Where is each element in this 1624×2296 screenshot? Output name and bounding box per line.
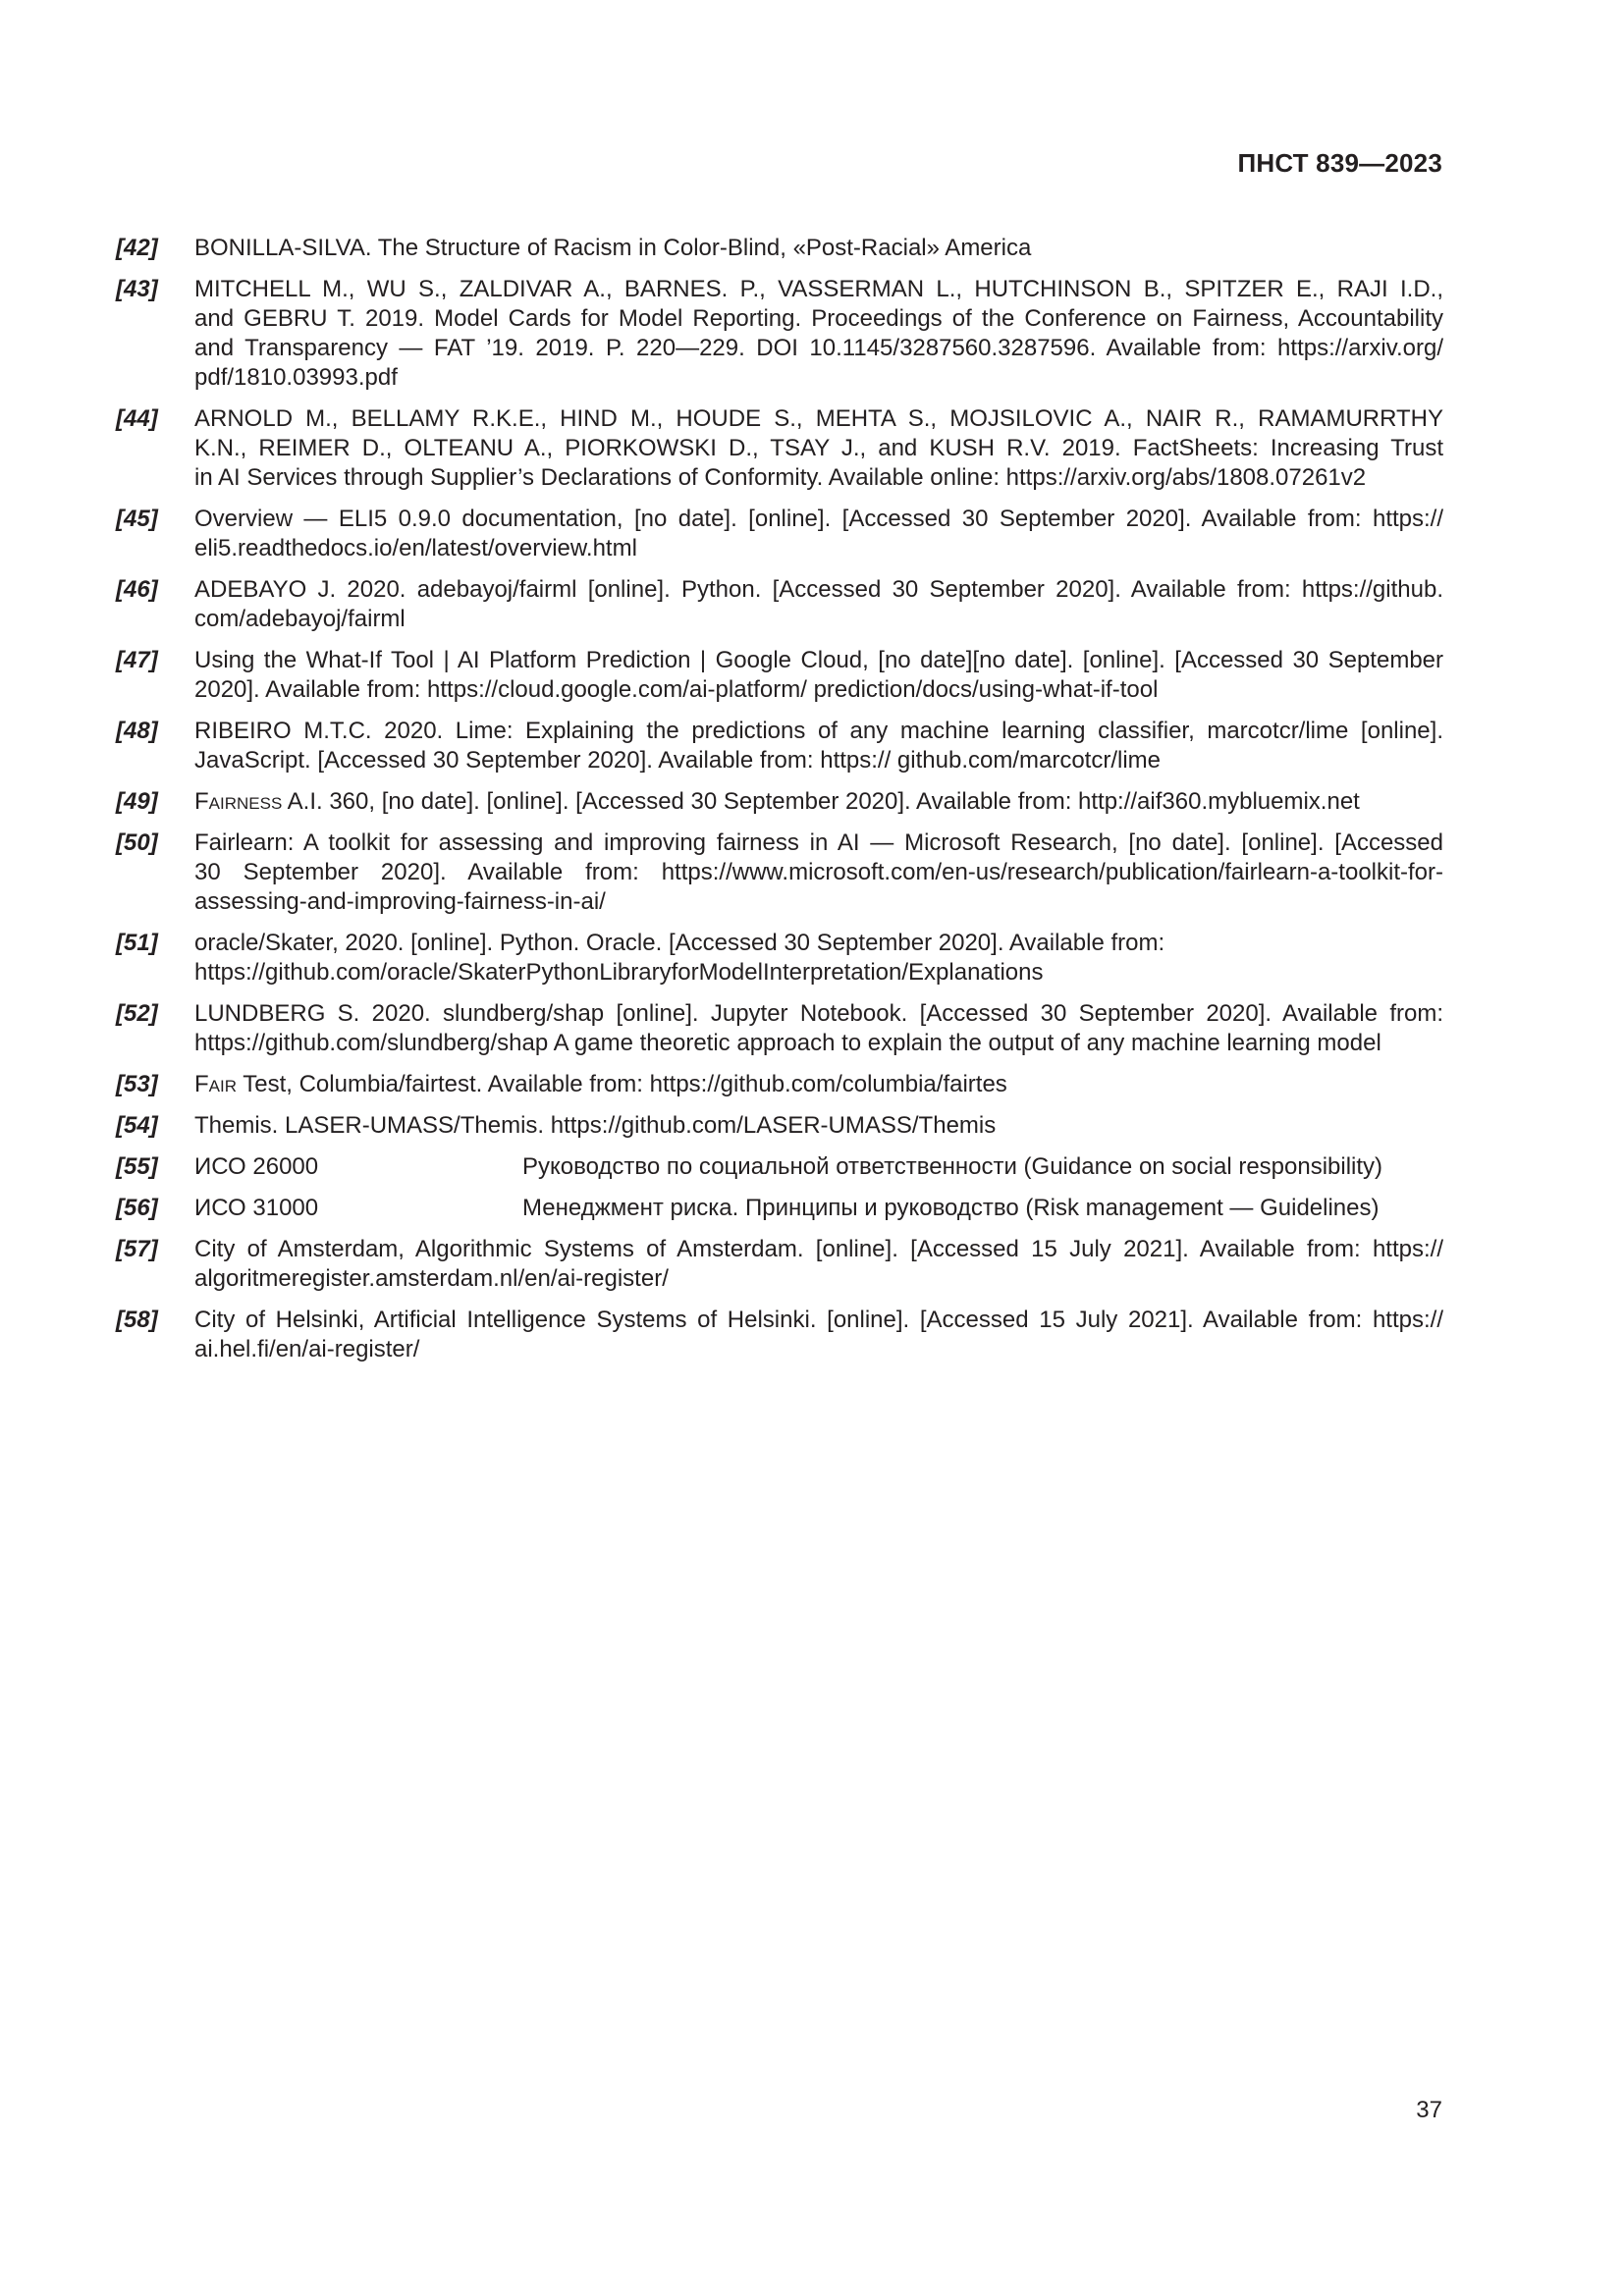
reference-number: [48] <box>116 718 158 744</box>
reference-item <box>116 1070 1443 1099</box>
reference-number: [56] <box>116 1195 158 1221</box>
reference-number: [52] <box>116 1000 158 1027</box>
reference-line: K.N., REIMER D., OLTEANU A., PIORKOWSKI D., TSAY J., and KUSH R.V. 2019. FactSheets: Increasing Trust <box>194 435 1443 461</box>
reference-line: City of Helsinki, Artificial Intelligence Systems of Helsinki. [online]. [Accessed 15 July 2021]. Available from: https:// <box>194 1307 1443 1333</box>
page-number: 37 <box>1416 2097 1442 2123</box>
reference-line: https://github.com/slundberg/shap A game theoretic approach to explain the output of any machine learning model <box>194 1030 1381 1056</box>
reference-line: eli5.readthedocs.io/en/latest/overview.html <box>194 535 637 561</box>
small-caps-word: Fair <box>194 1071 237 1097</box>
reference-number: [57] <box>116 1236 158 1262</box>
reference-line: ai.hel.fi/en/ai-register/ <box>194 1336 420 1362</box>
reference-number: [47] <box>116 647 158 673</box>
reference-item <box>116 717 1443 775</box>
reference-line: LUNDBERG S. 2020. slundberg/shap [online]. Jupyter Notebook. [Accessed 30 September 2020]. Available from: <box>194 1000 1443 1027</box>
reference-line-rest: A.I. 360, [no date]. [online]. [Accessed 30 September 2020]. Available from: http://aif360.mybluemix.net <box>282 788 1360 815</box>
reference-line: ADEBAYO J. 2020. adebayoj/fairml [online]. Python. [Accessed 30 September 2020]. Available from: https://github. <box>194 576 1443 603</box>
reference-line: Fairlearn: A toolkit for assessing and improving fairness in AI — Microsoft Research, [no date]. [online]. [Accessed <box>194 829 1443 856</box>
reference-number: [42] <box>116 235 158 261</box>
standard-title: Менеджмент риска. Принципы и руководство (Risk management — Guidelines) <box>522 1195 1380 1221</box>
reference-item <box>116 1306 1443 1364</box>
reference-line <box>194 787 1443 817</box>
reference-item <box>116 1111 1443 1141</box>
reference-number: [46] <box>116 576 158 603</box>
reference-text <box>194 505 1443 563</box>
reference-line-rest: Test, Columbia/fairtest. Available from: https://github.com/columbia/fairtes <box>237 1071 1007 1097</box>
reference-number: [44] <box>116 405 158 432</box>
standard-code: ИСО 31000 <box>194 1195 319 1221</box>
reference-line: and GEBRU T. 2019. Model Cards for Model Reporting. Proceedings of the Conference on Fairness, Accountability <box>194 305 1443 332</box>
reference-line: MITCHELL M., WU S., ZALDIVAR A., BARNES. P., VASSERMAN L., HUTCHINSON B., SPITZER E., RAJI I.D., <box>194 276 1443 302</box>
reference-text <box>194 1235 1443 1294</box>
reference-number: [43] <box>116 276 158 302</box>
reference-text <box>194 717 1443 775</box>
reference-item <box>116 404 1443 493</box>
reference-item <box>116 1235 1443 1294</box>
reference-number: [53] <box>116 1071 158 1097</box>
reference-line: https://github.com/oracle/SkaterPythonLibraryforModelInterpretation/Explanations <box>194 959 1044 986</box>
reference-line: and Transparency — FAT ’19. 2019. P. 220—229. DOI 10.1145/3287560.3287596. Available from: https://arxiv.org/ <box>194 335 1443 361</box>
reference-line <box>194 1070 1443 1099</box>
reference-item <box>116 275 1443 393</box>
reference-text <box>194 929 1443 988</box>
reference-line: pdf/1810.03993.pdf <box>194 364 398 391</box>
reference-number: [54] <box>116 1112 158 1139</box>
reference-line: BONILLA-SILVA. The Structure of Racism in Color-Blind, «Post-Racial» America <box>194 235 1032 261</box>
reference-item <box>116 575 1443 634</box>
reference-text <box>194 1070 1443 1099</box>
reference-line: algoritmeregister.amsterdam.nl/en/ai-register/ <box>194 1265 669 1292</box>
reference-line: City of Amsterdam, Algorithmic Systems of Amsterdam. [online]. [Accessed 15 July 2021]. Available from: https:// <box>194 1236 1443 1262</box>
reference-line: ARNOLD M., BELLAMY R.K.E., HIND M., HOUDE S., MEHTA S., MOJSILOVIC A., NAIR R., RAMAMURRTHY <box>194 405 1443 432</box>
reference-line: Themis. LASER-UMASS/Themis. https://github.com/LASER-UMASS/Themis <box>194 1112 997 1139</box>
reference-item <box>116 1152 1443 1182</box>
reference-item <box>116 929 1443 988</box>
reference-text <box>194 646 1443 705</box>
reference-text <box>194 275 1443 393</box>
reference-line: com/adebayoj/fairml <box>194 606 406 632</box>
reference-line: Overview — ELI5 0.9.0 documentation, [no date]. [online]. [Accessed 30 September 2020]. Available from: https:// <box>194 506 1443 532</box>
reference-item <box>116 234 1443 263</box>
reference-number: [55] <box>116 1153 158 1180</box>
reference-text <box>194 828 1443 917</box>
reference-number: [58] <box>116 1307 158 1333</box>
reference-line: assessing-and-improving-fairness-in-ai/ <box>194 888 606 915</box>
standard-code: ИСО 26000 <box>194 1153 319 1180</box>
reference-line: JavaScript. [Accessed 30 September 2020]. Available from: https:// github.com/marcotcr/lime <box>194 747 1162 774</box>
reference-line: 2020]. Available from: https://cloud.google.com/ai-platform/ prediction/docs/using-what-if-tool <box>194 676 1159 703</box>
reference-line: oracle/Skater, 2020. [online]. Python. Oracle. [Accessed 30 September 2020]. Available from: <box>194 930 1165 956</box>
reference-item <box>116 999 1443 1058</box>
document-id-header: ПНСТ 839—2023 <box>1237 148 1442 178</box>
reference-text <box>194 234 1443 263</box>
reference-text <box>194 787 1443 817</box>
reference-line: 30 September 2020]. Available from: https://www.microsoft.com/en-us/research/publication/fairlearn-a-toolkit-for- <box>194 859 1443 885</box>
reference-text <box>194 1111 1443 1141</box>
reference-number: [45] <box>116 506 158 532</box>
reference-item <box>116 646 1443 705</box>
reference-line: RIBEIRO M.T.C. 2020. Lime: Explaining the predictions of any machine learning classifier, marcotcr/lime [online]. <box>194 718 1443 744</box>
reference-line <box>194 1152 1443 1182</box>
reference-number: [50] <box>116 829 158 856</box>
reference-line: Using the What-If Tool | AI Platform Prediction | Google Cloud, [no date][no date]. [online]. [Accessed 30 September <box>194 647 1443 673</box>
reference-item <box>116 828 1443 917</box>
reference-item <box>116 505 1443 563</box>
bibliography-list <box>116 234 1443 1376</box>
reference-text <box>194 1194 1443 1223</box>
reference-item <box>116 787 1443 817</box>
reference-text <box>194 404 1443 493</box>
reference-line: in AI Services through Supplier’s Declarations of Conformity. Available online: https://arxiv.org/abs/1808.07261v2 <box>194 464 1367 491</box>
reference-item <box>116 1194 1443 1223</box>
reference-text <box>194 1306 1443 1364</box>
small-caps-word: Fairness <box>194 788 283 815</box>
reference-number: [49] <box>116 788 158 815</box>
standard-title: Руководство по социальной ответственности (Guidance on social responsibility) <box>522 1153 1383 1180</box>
reference-text <box>194 575 1443 634</box>
reference-number: [51] <box>116 930 158 956</box>
reference-text <box>194 1152 1443 1182</box>
reference-text <box>194 999 1443 1058</box>
reference-line <box>194 1194 1443 1223</box>
